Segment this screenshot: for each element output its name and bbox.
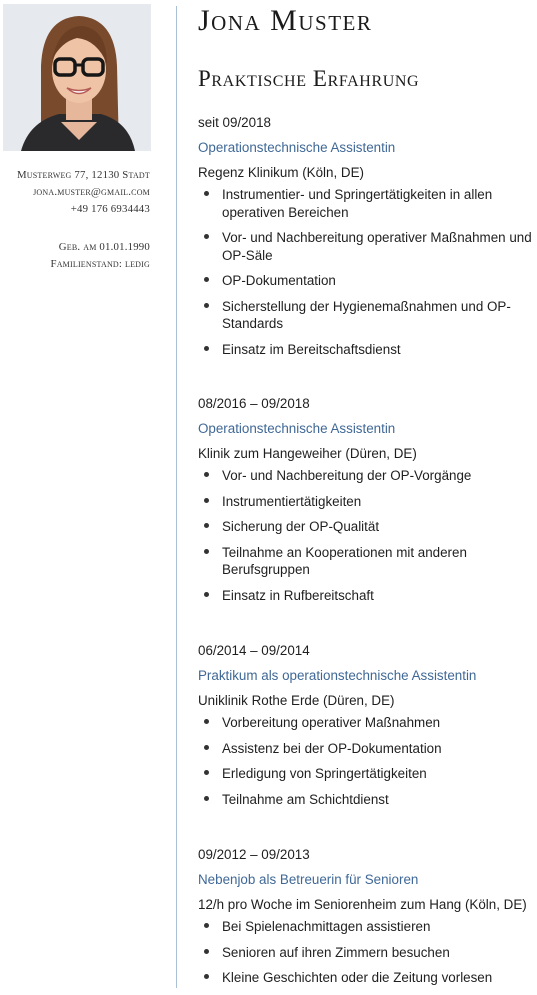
task-item: Teilnahme am Schichtdienst	[198, 791, 537, 809]
experience-entry	[198, 846, 537, 995]
task-item: Einsatz im Bereitschaftsdienst	[198, 341, 537, 359]
task-item: Erledigung von Springertätigkeiten	[198, 765, 537, 783]
entry-date: seit 09/2018	[198, 115, 271, 130]
entry-task-list	[198, 467, 537, 604]
task-item: Vor- und Nachbereitung der OP-Vorgänge	[198, 467, 537, 485]
entry-date: 09/2012 – 09/2013	[198, 847, 310, 862]
entry-task-list	[198, 918, 537, 987]
email: jona.muster@gmail.com	[33, 186, 150, 198]
marital-status: Familienstand: ledig	[50, 258, 150, 270]
experience-entry	[198, 642, 537, 816]
name-heading: Jona Muster	[198, 4, 373, 37]
task-item: Einsatz in Rufbereitschaft	[198, 587, 537, 605]
phone: +49 176 6934443	[70, 203, 150, 215]
entry-date: 08/2016 – 09/2018	[198, 396, 310, 411]
task-item: Vorbereitung operativer Maßnahmen	[198, 714, 537, 732]
entry-role: Nebenjob als Betreuerin für Senioren	[198, 872, 419, 887]
entry-organization: Uniklinik Rothe Erde (Düren, DE)	[198, 693, 395, 708]
sidebar	[0, 0, 160, 994]
task-item: Instrumentier- und Springertätigkeiten in allen operativen Bereichen	[198, 186, 537, 221]
experience-entry	[198, 395, 537, 612]
entry-organization: 12/h pro Woche im Seniorenheim zum Hang (Köln, DE)	[198, 897, 527, 912]
spacer	[0, 218, 150, 239]
task-item: Vor- und Nachbereitung operativer Maßnahmen und OP-Säle	[198, 229, 537, 264]
task-item: Instrumentiertätigkeiten	[198, 493, 537, 511]
divider-line	[176, 6, 177, 988]
section-title: Praktische Erfahrung	[198, 66, 420, 91]
contact-block	[0, 167, 150, 273]
entry-role: Operationstechnische Assistentin	[198, 421, 396, 436]
entry-task-list	[198, 186, 537, 358]
birth-date: Geb. am 01.01.1990	[58, 241, 150, 253]
task-item: Teilnahme an Kooperationen mit anderen Berufsgruppen	[198, 544, 537, 579]
profile-photo-illustration	[3, 4, 151, 151]
task-item: Sicherstellung der Hygienemaßnahmen und OP-Standards	[198, 298, 537, 333]
entry-task-list	[198, 714, 537, 808]
task-item: OP-Dokumentation	[198, 272, 537, 290]
task-item: Sicherung der OP-Qualität	[198, 518, 537, 536]
profile-photo	[3, 4, 151, 151]
task-item: Assistenz bei der OP-Dokumentation	[198, 740, 537, 758]
entry-organization: Regenz Klinikum (Köln, DE)	[198, 165, 364, 180]
entry-date: 06/2014 – 09/2014	[198, 643, 310, 658]
address: Musterweg 77, 12130 Stadt	[17, 169, 150, 181]
task-item: Kleine Geschichten oder die Zeitung vorlesen	[198, 969, 537, 987]
entry-role: Operationstechnische Assistentin	[198, 140, 396, 155]
task-item: Bei Spielenachmittagen assistieren	[198, 918, 537, 936]
entry-organization: Klinik zum Hangeweiher (Düren, DE)	[198, 446, 417, 461]
entry-role: Praktikum als operationstechnische Assistentin	[198, 668, 477, 683]
task-item: Senioren auf ihren Zimmern besuchen	[198, 944, 537, 962]
experience-entry	[198, 114, 537, 366]
